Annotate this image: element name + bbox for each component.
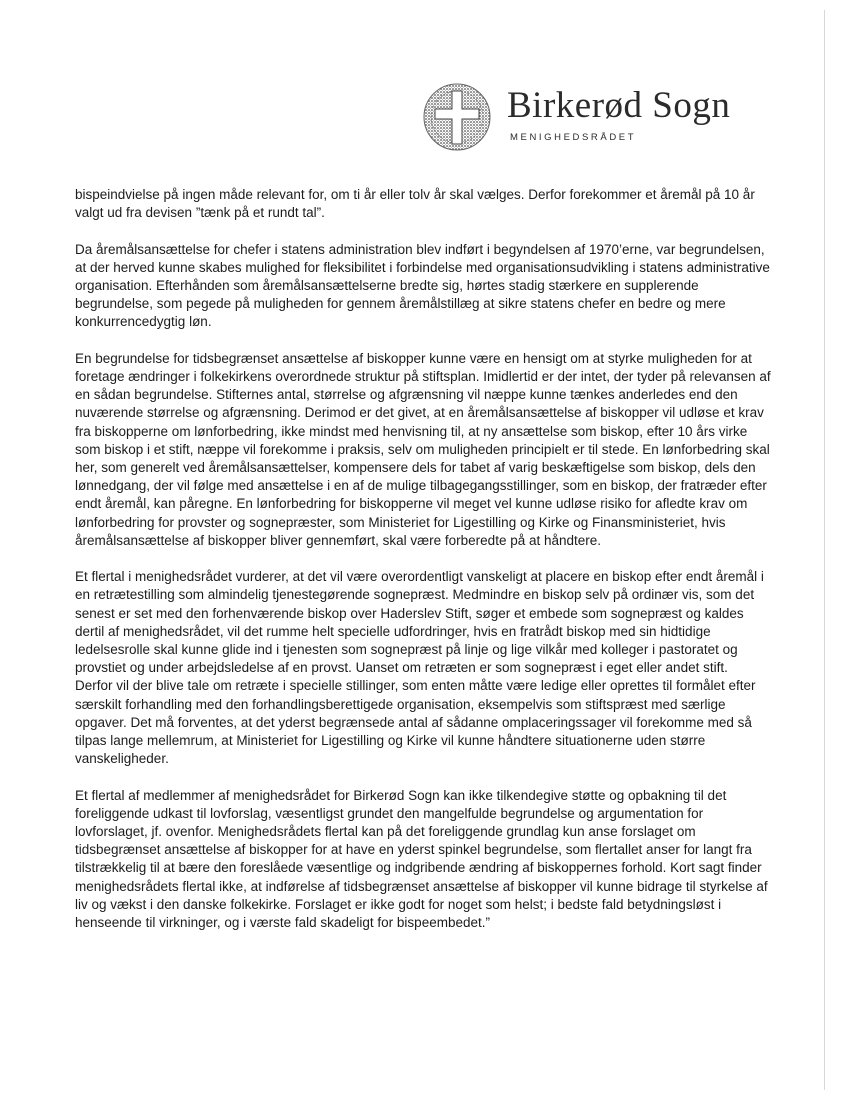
paragraph: Et flertal af medlemmer af menighedsrådet for Birkerød Sogn kan ikke tilkendegive støtte og opbakning til det foreliggende udkast til lovforslag, væsentligst grundet den mangelfulde begrundelse og argumentation for lovforslaget, jf. ovenfor. Menighedsrådets flertal kan på det foreliggende grundlag kun anse forslaget om tidsbegrænset ansættelse af biskopper for at have en yderst spinkel begrundelse, som flertallet anser for langt fra tilstrækkelig til at bære den foreslåede væsentlige og indgribende ændring af biskoppernes forhold. Kort sagt finder menighedsrådets flertal ikke, at indførelse af tidsbegrænset ansættelse af biskopper vil kunne bidrage til styrkelse af liv og vækst i den danske folkekirke. Forslaget er ikke godt for noget som helst; i bedste fald betydningsløst i henseende til virkninger, og i værste fald skadeligt for bispeembedet.”	[75, 787, 768, 931]
paragraph: En begrundelse for tidsbegrænset ansættelse af biskopper kunne være en hensigt om at styrke muligheden for at foretage ændringer i folkekirkens overordnede struktur på stiftsplan. Imidlertid er der intet, der tyder på relevansen af en sådan begrundelse. Stifternes antal, størrelse og afgrænsning vil næppe kunne tænkes anderledes end den nuværende størrelse og afgrænsning. Derimod er det givet, at en åremålsansættelse af biskopper vil udløse et krav fra biskopperne om lønforbedring, ikke mindst med henvisning til, at ny ansættelse som biskop, efter 10 års virke som biskop i et stift, næppe vil forekomme i praksis, selv om muligheden principielt er til stede. En lønforbedring skal her, som generelt ved åremålsansættelser, kompensere dels for tabet af varig beskæftigelse som biskop, dels den lønnedgang, der vil følge med ansættelse i en af de mulige tilbagegangsstillinger, som en biskop, der fratræder efter endt åremål, kan påregne. En lønforbedring for biskopperne vil meget vel kunne udløse risiko for afledte krav om lønforbedring for provster og sognepræster, som Ministeriet for Ligestilling og Kirke og Finansministeriet, hvis åremålsansættelse af biskopper bliver gennemført, skal være forberedte på at håndtere.	[75, 350, 771, 548]
document-body	[75, 186, 775, 950]
letterhead	[422, 82, 782, 158]
organization-subtitle: MENIGHEDSRÅDET	[510, 132, 637, 143]
paragraph: bispeindvielse på ingen måde relevant for, om ti år eller tolv år skal vælges. Derfor forekommer et åremål på 10 år valgt ud fra devisen ”tænk på et rundt tal”.	[75, 187, 755, 221]
church-cross-logo-icon	[422, 82, 492, 152]
paragraph: Derfor vil der blive tale om retræte i specielle stillinger, som enten måtte være ledige eller oprettes til formålet efter særskilt forhandling med den forhandlingsberettigede organisation, eksempelvis som stiftspræst med særlige opgaver. Det må forventes, at det yderst begrænsede antal af sådanne omplaceringssager vil forekomme med så tilpas lange mellemrum, at Ministeriet for Ligestilling og Kirke vil kunne håndtere situationerne uden større vanskeligheder.	[75, 678, 756, 767]
paragraph: Da åremålsansættelse for chefer i statens administration blev indført i begyndelsen af 1970’erne, var begrundelsen, at der herved kunne skabes mulighed for fleksibilitet i forbindelse med organisationsudvikling i statens administrative organisation. Efterhånden som åremålsansættelserne bredte sig, hørtes stadig stærkere en supplerende begrundelse, som pegede på muligheden for gennem åremålstillæg at sikre statens chefer en bedre og mere konkurrencedygtig løn.	[75, 241, 770, 330]
paragraph: Et flertal i menighedsrådet vurderer, at det vil være overordentligt vanskeligt at placere en biskop efter endt åremål i en retrætestilling som almindelig tjenestegørende sognepræst. Medmindre en biskop selv på ordinær vis, som det senest er set med den forhenværende biskop over Haderslev Stift, søger et embede som sognepræst og kaldes dertil af menighedsrådet, vil det rumme helt specielle udfordringer, hvis en fratrådt biskop med sin hidtidige ledelsesrolle skal kunne glide ind i tjenesten som sognepræst på linje og lige vilkår med kolleger i pastoratet og provstiet og under arbejdsledelse af en provst. Uanset om retræten er som sognepræst i eget eller andet stift.	[75, 569, 764, 676]
organization-name: Birkerød Sogn	[507, 85, 731, 126]
scan-edge-line	[824, 10, 825, 1090]
